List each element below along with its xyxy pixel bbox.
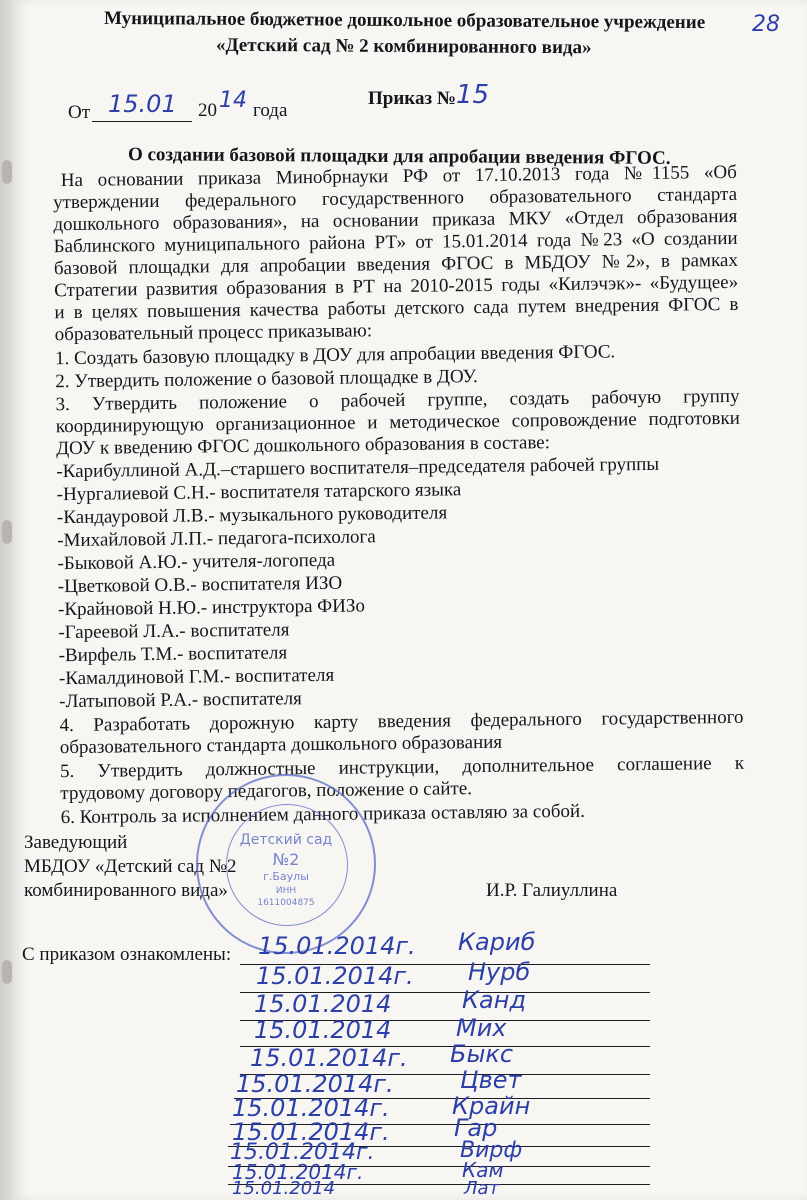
member-item: -Кандауровой Л.В.- музыкального руководителя	[56, 502, 448, 529]
preamble-line: базовой площадки для апробации введения ФГОС в МБДОУ №2», в рамках	[53, 249, 739, 280]
ack-date: 15.01.2014	[232, 1178, 336, 1199]
member-item: -Михайловой Л.П.- педагога-психолога	[57, 526, 376, 552]
order-item-1: 1. Создать базовую площадку в ДОУ для апробации введения ФГОС.	[54, 341, 616, 370]
signer-org-line1: МБДОУ «Детский сад №2	[24, 856, 237, 877]
signer-org-line2: комбинированного вида»	[24, 880, 228, 901]
ack-signature: Мих	[456, 1014, 507, 1042]
year-prefix: 20	[198, 100, 217, 121]
binder-edge	[0, 0, 14, 1200]
member-item: -Быковой А.Ю.- учителя-логопеда	[57, 549, 336, 575]
ack-date: 15.01.2014г.	[230, 1140, 375, 1165]
preamble-line: Баблинского муниципального района РТ» от 15.01.2014 года №23 «О создании	[53, 227, 738, 258]
preamble-line: На основании приказа Минобрнауки РФ от 17.10.2013 года №1155 «Об	[60, 161, 737, 192]
preamble-line: утверждении федерального государственного образовательного стандарта	[52, 183, 738, 214]
order-item-3-line: 3. Утвердить положение о рабочей группе, создать рабочую группу	[55, 385, 740, 416]
ack-signature: Кариб	[458, 928, 536, 956]
order-item-5-line: 5. Утвердить должностные инструкции, дополнительное соглашение к	[59, 752, 745, 783]
order-item-4-line: 4. Разработать дорожную карту введения федерального государственного	[59, 706, 744, 737]
org-name-line1: Муниципальное бюджетное дошкольное образовательное учреждение	[103, 7, 706, 34]
stamp-line: Детский сад	[239, 832, 333, 848]
ack-date: 15.01.2014г.	[256, 962, 414, 990]
member-item: -Камалдиновой Г.М.- воспитателя	[58, 664, 335, 690]
year-word: года	[253, 100, 288, 121]
order-item-4-line: образовательного стандарта дошкольного образования	[59, 731, 503, 759]
order-item-2: 2. Утвердить положение о базовой площадке в ДОУ.	[55, 366, 478, 393]
member-item: -Крайновой Н.Ю.- инструктора ФИЗо	[57, 595, 366, 621]
ack-date: 15.01.2014г.	[232, 1160, 364, 1184]
document-title: О создании базовой площадки для апробации введения ФГОС.	[127, 144, 671, 169]
ack-signature: Вирф	[460, 1138, 523, 1163]
order-item-5-line: трудовому договору педагогов, положение о сайте.	[60, 778, 473, 805]
member-item: -Латыповой Р.А.- воспитателя	[59, 688, 302, 713]
page-number: 28	[752, 12, 780, 37]
binder-hole	[2, 520, 12, 544]
member-item: -Цветковой О.В.- воспитателя ИЗО	[57, 572, 343, 598]
order-item-3-line: ДОУ к введению ФГОС дошкольного образования в составе:	[55, 432, 551, 460]
order-label: Приказ №	[368, 88, 456, 109]
ack-signature: Быкс	[450, 1040, 514, 1068]
ack-signature: Гар	[454, 1114, 498, 1142]
date-day-month: 15.01	[108, 90, 177, 118]
ack-date: 15.01.2014г.	[232, 1118, 390, 1146]
acknowledged-label: С приказом ознакомлены:	[22, 944, 232, 965]
stamp-line: №2	[272, 850, 300, 869]
binder-hole	[2, 160, 12, 184]
ack-date: 15.01.2014г.	[236, 1070, 394, 1098]
head-name: И.Р. Галиуллина	[486, 880, 618, 901]
member-item: -Карибуллиной А.Д.–старшего воспитателя–председателя рабочей группы	[56, 453, 660, 483]
ack-signature: Лат	[464, 1178, 500, 1199]
preamble-line: дошкольного образования», на основании приказа МКУ «Отдел образования	[53, 205, 738, 236]
member-item: -Вирфель Т.М.- воспитателя	[58, 642, 288, 667]
ack-signature: Нурб	[468, 958, 531, 986]
ack-signature: Цвет	[460, 1066, 522, 1094]
member-item: -Гареевой Л.А.- воспитателя	[58, 619, 290, 644]
binder-hole	[2, 960, 12, 984]
ack-date: 15.01.2014г.	[232, 1094, 390, 1122]
member-item: -Нургалиевой С.Н.- воспитателя татарского языка	[56, 479, 462, 506]
stamp-line: 1611004875	[257, 898, 315, 908]
year-suffix: 14	[219, 88, 247, 113]
order-item-3-line: координирующую организационное и методическое сопровождение подготовки	[55, 407, 740, 438]
date-underline	[92, 121, 192, 122]
signer-role: Заведующий	[24, 832, 128, 853]
stamp-line: г.Баулы	[263, 870, 309, 883]
ack-date: 15.01.2014г.	[250, 1044, 408, 1072]
ack-signature: Крайн	[452, 1092, 531, 1120]
ack-date: 15.01.2014г.	[258, 932, 416, 960]
ack-signature: Кам	[462, 1158, 504, 1182]
ack-signature: Канд	[462, 986, 527, 1014]
preamble-line: Стратегии развития образования в РТ на 2010-2015 годы «Килэчэк»- «Будущее»	[54, 271, 739, 302]
preamble-line: образовательный процесс приказываю:	[54, 320, 373, 346]
ack-date: 15.01.2014	[254, 1016, 392, 1044]
date-prefix: От	[68, 102, 91, 123]
preamble-line: и в целях повышения качества работы детского сада путем внедрения ФГОС в	[54, 293, 739, 324]
order-number: 15	[456, 80, 490, 110]
stamp-line: ИНН	[275, 886, 297, 896]
order-item-6: 6. Контроль за исполнением данного приказа оставляю за собой.	[60, 800, 586, 829]
org-name-line2: «Детский сад № 2 комбинированного вида»	[215, 34, 592, 59]
official-stamp	[196, 774, 376, 954]
ack-date: 15.01.2014	[254, 990, 392, 1018]
